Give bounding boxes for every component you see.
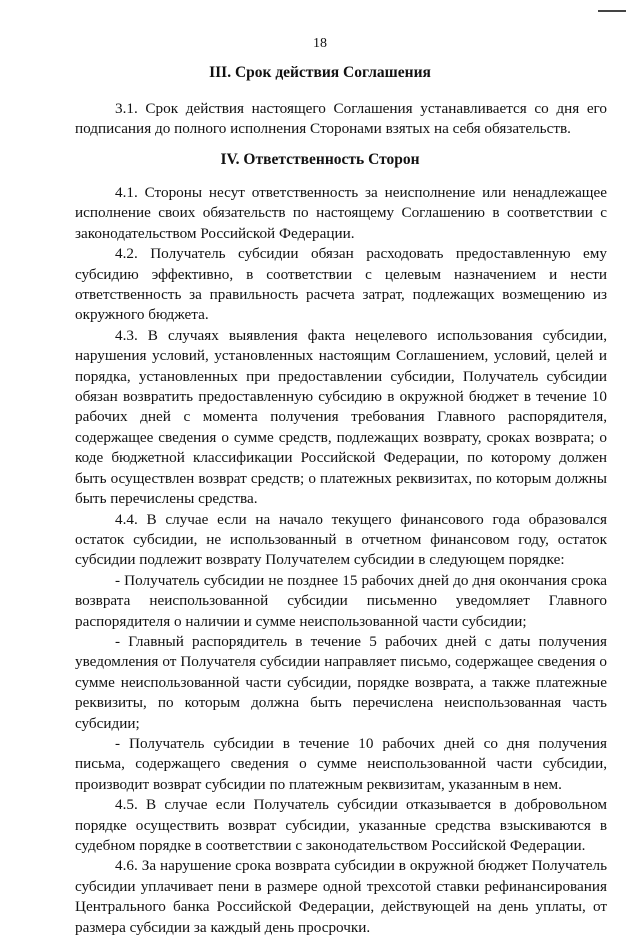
list-item-refund: - Получатель субсидии в течение 10 рабочих дней со дня получения письма, содержащего сведения о сумме неиспользованной части субсидии, производит возврат субсидии по платежным реквизитам, указанным в нем. bbox=[75, 734, 607, 793]
section-3-title: III. Срок действия Соглашения bbox=[209, 64, 431, 81]
paragraph-3-1: 3.1. Срок действия настоящего Соглашения устанавливается со дня его подписания до полного исполнения Сторонами взятых на себя обязательств. bbox=[75, 100, 607, 138]
paragraph-4-3: 4.3. В случаях выявления факта нецелевого использования субсидии, нарушения условий, установленных настоящим Соглашением, условий, целей и порядка, установленных при предоставлении субсидии, Получатель субсидии обязан возвратить предоставленную субсидию в окружной бюджет в течение 10 рабочих дней с момента получения требования Главного распорядителя, содержащее сведения о сумме средств, подлежащих возврату, сроках возврата; о коде бюджетной классификации Российской Федерации, по которому должен быть осуществлен возврат средств; о платежных реквизитах, по которым должны быть перечислены средства. bbox=[75, 326, 607, 508]
section-4-body bbox=[75, 183, 607, 938]
paragraph-4-1: 4.1. Стороны несут ответственность за неисполнение или ненадлежащее исполнение своих обязательств по настоящему Соглашению в соответствии с законодательством Российской Федерации. bbox=[75, 184, 607, 242]
paragraph-4-5: 4.5. В случае если Получатель субсидии отказывается в добровольном порядке осуществить возврат субсидии, указанные средства взыскиваются в судебном порядке в соответствии с законодательством Российской Федерации. bbox=[75, 796, 607, 854]
section-3-body bbox=[75, 99, 607, 140]
list-item-notify: - Получатель субсидии не позднее 15 рабочих дней до дня окончания срока возврата неиспользованной субсидии письменно уведомляет Главного распорядителя о наличии и сумме неиспользованной части субсидии; bbox=[75, 571, 607, 630]
corner-mark bbox=[598, 10, 626, 12]
list-item-letter: - Главный распорядитель в течение 5 рабочих дней с даты получения уведомления от Получателя субсидии направляет письмо, содержащее сведения о сумме неиспользованной части субсидии, порядке возврата, а также платежные реквизиты, по которым должна быть перечислена неиспользованная часть субсидии; bbox=[75, 632, 607, 732]
page-number: 18 bbox=[313, 36, 327, 51]
paragraph-4-6: 4.6. За нарушение срока возврата субсидии в окружной бюджет Получатель субсидии уплачивает пени в размере одной трехсотой ставки рефинансирования Центрального банка Российской Федерации, действующей на день уплаты, от размера субсидии за каждый день просрочки. bbox=[75, 857, 607, 936]
paragraph-4-4: 4.4. В случае если на начало текущего финансового года образовался остаток субсидии, не использованный в отчетном финансовом году, остаток субсидии подлежит возврату Получателем субсидии в следующем порядке: bbox=[75, 510, 607, 569]
paragraph-4-2: 4.2. Получатель субсидии обязан расходовать предоставленную ему субсидию эффективно, в соответствии с целевым назначением и нести ответственность за правильность расчета затрат, подлежащих возмещению из окружного бюджета. bbox=[75, 245, 607, 324]
section-4-title: IV. Ответственность Сторон bbox=[220, 151, 420, 168]
